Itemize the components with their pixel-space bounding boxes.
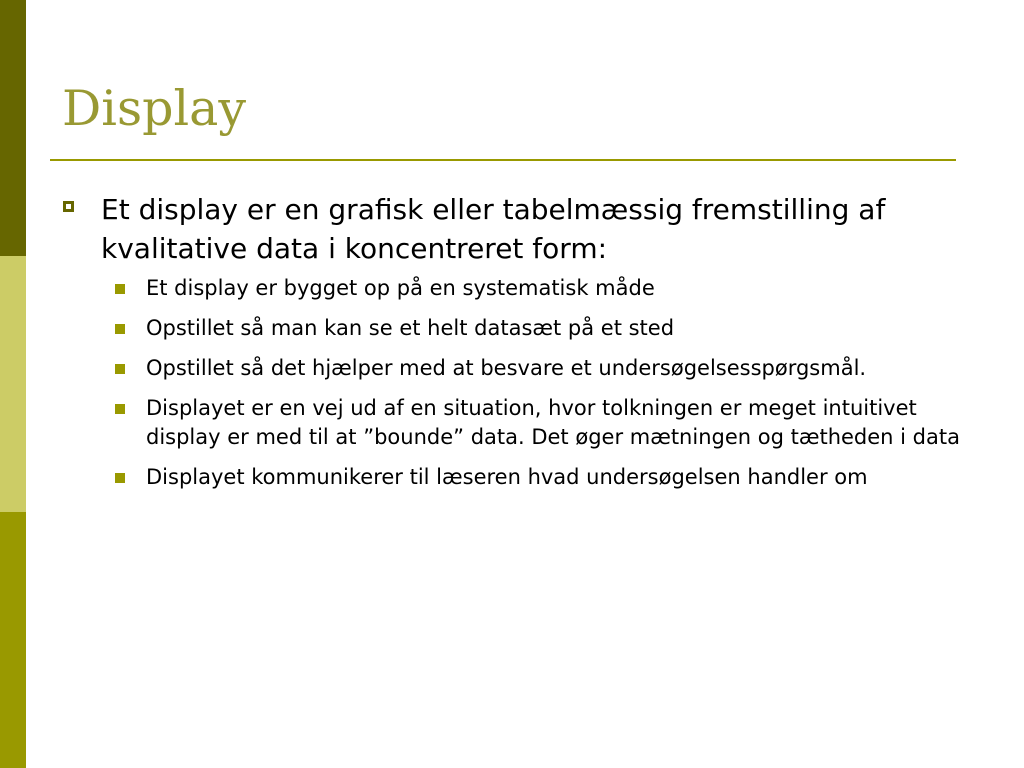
square-bullet-icon — [115, 473, 125, 483]
slide-body — [62, 190, 962, 503]
sub-bullet-text: Opstillet så det hjælper med at besvare et undersøgelsesspørgsmål. — [146, 356, 867, 380]
sub-bullet-text: Et display er bygget op på en systematisk måde — [146, 276, 655, 300]
square-bullet-icon — [115, 284, 125, 294]
sub-bullet — [62, 354, 962, 383]
sub-bullet — [62, 314, 962, 343]
sub-bullet-text: Opstillet så man kan se et helt datasæt på et sted — [146, 316, 675, 340]
sub-bullet-text: Displayet er en vej ud af en situation, hvor tolkningen er meget intuitivet display er med til at ”bounde” data. Det øger mætningen og tætheden i data — [146, 396, 960, 449]
side-bar-bottom — [0, 512, 26, 768]
square-bullet-icon — [115, 404, 125, 414]
title-divider — [50, 159, 956, 161]
side-bar-top — [0, 0, 26, 256]
sub-bullet-text: Displayet kommunikerer til læseren hvad undersøgelsen handler om — [146, 465, 868, 489]
main-bullet — [62, 190, 962, 268]
slide-title: Display — [62, 80, 247, 137]
square-bullet-icon — [115, 324, 125, 334]
sub-bullet — [62, 394, 962, 452]
sub-bullet — [62, 274, 962, 303]
square-bullet-icon — [115, 364, 125, 374]
hollow-square-bullet-icon — [63, 201, 74, 212]
sub-bullet-list — [62, 274, 962, 492]
main-bullet-text: Et display er en grafisk eller tabelmæssig fremstilling af kvalitative data i koncentreret form: — [101, 193, 886, 265]
side-bar-middle — [0, 256, 26, 512]
sub-bullet — [62, 463, 962, 492]
